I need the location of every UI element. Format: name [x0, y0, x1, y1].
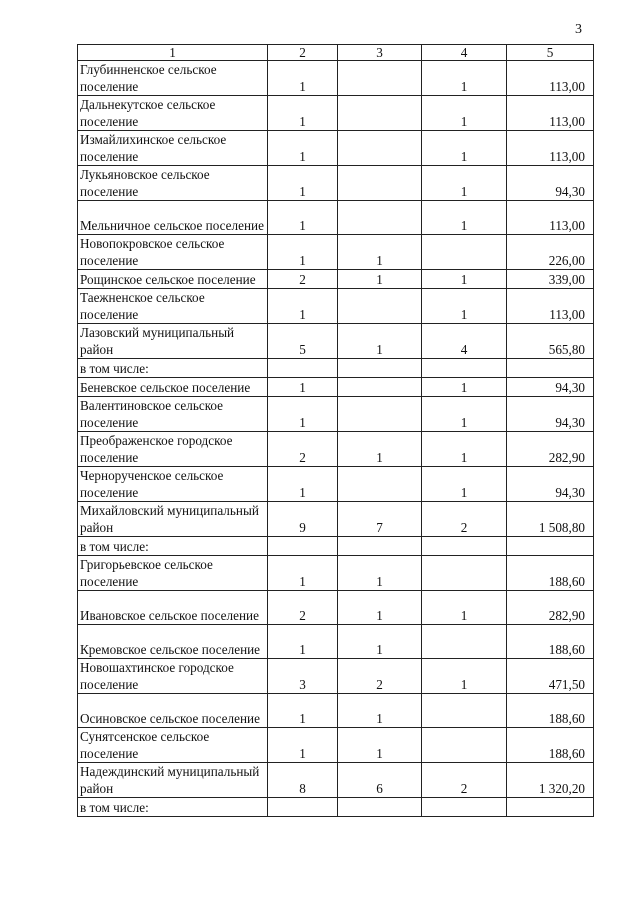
col2-cell — [268, 537, 338, 556]
row-name-cell: Черноручeнское сельское поселение — [78, 467, 268, 502]
col5-cell: 94,30 — [507, 397, 594, 432]
col5-cell: 1 508,80 — [507, 502, 594, 537]
row-name-cell: Надеждинский муниципальный район — [78, 763, 268, 798]
col3-cell — [338, 537, 422, 556]
col3-cell: 1 — [338, 432, 422, 467]
row-name-cell: Дальнекутское сельское поселение — [78, 96, 268, 131]
col5-cell: 188,60 — [507, 728, 594, 763]
col5-cell: 113,00 — [507, 61, 594, 96]
row-name-cell: Преображенское городское поселение — [78, 432, 268, 467]
col2-cell: 2 — [268, 591, 338, 625]
row-name-cell: Глубинненское сельское поселение — [78, 61, 268, 96]
col3-cell — [338, 289, 422, 324]
table-row — [78, 591, 594, 625]
table-row — [78, 502, 594, 537]
table-row — [78, 96, 594, 131]
table-row — [78, 625, 594, 659]
col3-cell — [338, 96, 422, 131]
row-name-cell: Лукьяновское сельское поселение — [78, 166, 268, 201]
col5-cell: 226,00 — [507, 235, 594, 270]
col5-cell: 471,50 — [507, 659, 594, 694]
col4-cell: 2 — [422, 763, 507, 798]
col4-cell: 1 — [422, 659, 507, 694]
col2-cell: 9 — [268, 502, 338, 537]
col5-cell: 565,80 — [507, 324, 594, 359]
col5-cell — [507, 798, 594, 817]
col5-cell — [507, 537, 594, 556]
column-header: 2 — [268, 45, 338, 61]
col4-cell: 1 — [422, 289, 507, 324]
table-row — [78, 131, 594, 166]
col2-cell: 1 — [268, 96, 338, 131]
col5-cell: 188,60 — [507, 556, 594, 591]
row-name-cell: Григорьевское сельское поселение — [78, 556, 268, 591]
col4-cell: 1 — [422, 166, 507, 201]
table-row — [78, 397, 594, 432]
table-row — [78, 166, 594, 201]
col3-cell — [338, 166, 422, 201]
page-number: 3 — [575, 22, 582, 37]
col3-cell — [338, 378, 422, 397]
col4-cell: 1 — [422, 131, 507, 166]
col5-cell: 1 320,20 — [507, 763, 594, 798]
col2-cell: 8 — [268, 763, 338, 798]
row-name-cell: в том числе: — [78, 798, 268, 817]
col2-cell: 1 — [268, 289, 338, 324]
col3-cell: 1 — [338, 324, 422, 359]
table-row — [78, 432, 594, 467]
column-header: 4 — [422, 45, 507, 61]
row-name-cell: Лазовский муниципальный район — [78, 324, 268, 359]
table-row — [78, 359, 594, 378]
col3-cell: 7 — [338, 502, 422, 537]
table-header-row — [78, 45, 594, 61]
col2-cell: 1 — [268, 201, 338, 235]
col4-cell: 1 — [422, 397, 507, 432]
col4-cell: 2 — [422, 502, 507, 537]
table-row — [78, 378, 594, 397]
col4-cell — [422, 235, 507, 270]
table-row — [78, 324, 594, 359]
col3-cell — [338, 131, 422, 166]
col5-cell: 94,30 — [507, 166, 594, 201]
col5-cell: 188,60 — [507, 625, 594, 659]
col3-cell — [338, 798, 422, 817]
col3-cell — [338, 397, 422, 432]
col5-cell: 282,90 — [507, 591, 594, 625]
col4-cell — [422, 359, 507, 378]
col5-cell — [507, 359, 594, 378]
col2-cell: 1 — [268, 235, 338, 270]
col3-cell — [338, 359, 422, 378]
table-row — [78, 201, 594, 235]
col4-cell — [422, 556, 507, 591]
col4-cell — [422, 798, 507, 817]
col3-cell: 1 — [338, 270, 422, 289]
table-row — [78, 556, 594, 591]
col5-cell: 113,00 — [507, 289, 594, 324]
row-name-cell: Рощинское сельское поселение — [78, 270, 268, 289]
col2-cell: 1 — [268, 397, 338, 432]
table-row — [78, 763, 594, 798]
col3-cell: 1 — [338, 556, 422, 591]
table-row — [78, 728, 594, 763]
col5-cell: 94,30 — [507, 378, 594, 397]
col4-cell: 1 — [422, 201, 507, 235]
col4-cell: 1 — [422, 378, 507, 397]
col3-cell: 1 — [338, 591, 422, 625]
col2-cell: 1 — [268, 467, 338, 502]
col3-cell: 1 — [338, 235, 422, 270]
col2-cell: 1 — [268, 728, 338, 763]
col2-cell: 1 — [268, 694, 338, 728]
col4-cell: 1 — [422, 591, 507, 625]
table-row — [78, 235, 594, 270]
row-name-cell: Новопокровское сельское поселение — [78, 235, 268, 270]
col3-cell: 1 — [338, 625, 422, 659]
col5-cell: 113,00 — [507, 201, 594, 235]
col2-cell: 3 — [268, 659, 338, 694]
col4-cell: 1 — [422, 432, 507, 467]
col4-cell: 1 — [422, 270, 507, 289]
column-header: 1 — [78, 45, 268, 61]
col4-cell: 1 — [422, 467, 507, 502]
col2-cell: 1 — [268, 131, 338, 166]
row-name-cell: Новошахтинское городское поселение — [78, 659, 268, 694]
col4-cell: 1 — [422, 61, 507, 96]
row-name-cell: Валентиновское сельское поселение — [78, 397, 268, 432]
table-row — [78, 270, 594, 289]
col4-cell — [422, 694, 507, 728]
col2-cell: 1 — [268, 166, 338, 201]
table-row — [78, 694, 594, 728]
col5-cell: 188,60 — [507, 694, 594, 728]
table-row — [78, 467, 594, 502]
col5-cell: 113,00 — [507, 96, 594, 131]
column-header: 5 — [507, 45, 594, 61]
row-name-cell: Сунятсенское сельское поселение — [78, 728, 268, 763]
col2-cell: 1 — [268, 61, 338, 96]
row-name-cell: в том числе: — [78, 537, 268, 556]
table-row — [78, 289, 594, 324]
col3-cell — [338, 201, 422, 235]
table-row — [78, 798, 594, 817]
table-row — [78, 61, 594, 96]
col2-cell: 5 — [268, 324, 338, 359]
col2-cell: 1 — [268, 556, 338, 591]
col4-cell — [422, 537, 507, 556]
col5-cell: 113,00 — [507, 131, 594, 166]
row-name-cell: Ивановское сельское поселение — [78, 591, 268, 625]
col3-cell: 6 — [338, 763, 422, 798]
col3-cell: 1 — [338, 694, 422, 728]
col4-cell: 4 — [422, 324, 507, 359]
row-name-cell: Беневское сельское поселение — [78, 378, 268, 397]
col3-cell — [338, 61, 422, 96]
col3-cell: 1 — [338, 728, 422, 763]
col3-cell: 2 — [338, 659, 422, 694]
table-row — [78, 537, 594, 556]
row-name-cell: в том числе: — [78, 359, 268, 378]
col2-cell — [268, 798, 338, 817]
col2-cell: 2 — [268, 432, 338, 467]
col4-cell — [422, 625, 507, 659]
col5-cell: 94,30 — [507, 467, 594, 502]
col5-cell: 339,00 — [507, 270, 594, 289]
row-name-cell: Мельничное сельское поселение — [78, 201, 268, 235]
data-table — [77, 44, 594, 817]
row-name-cell: Осиновское сельское поселение — [78, 694, 268, 728]
column-header: 3 — [338, 45, 422, 61]
col3-cell — [338, 467, 422, 502]
col2-cell — [268, 359, 338, 378]
col5-cell: 282,90 — [507, 432, 594, 467]
row-name-cell: Измайлихинское сельское поселение — [78, 131, 268, 166]
col4-cell — [422, 728, 507, 763]
table-row — [78, 659, 594, 694]
row-name-cell: Михайловский муниципальный район — [78, 502, 268, 537]
row-name-cell: Кремовское сельское поселение — [78, 625, 268, 659]
row-name-cell: Таежненское сельское поселение — [78, 289, 268, 324]
col2-cell: 2 — [268, 270, 338, 289]
col4-cell: 1 — [422, 96, 507, 131]
col2-cell: 1 — [268, 378, 338, 397]
col2-cell: 1 — [268, 625, 338, 659]
